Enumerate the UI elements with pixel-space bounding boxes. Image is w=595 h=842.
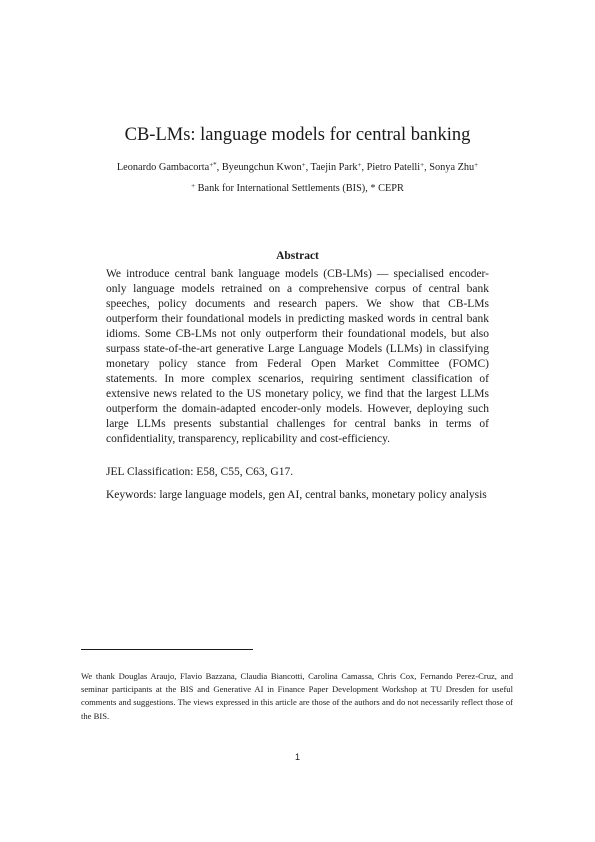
- footnote-rule: [81, 649, 253, 650]
- affiliation-line: [0, 182, 595, 196]
- author-affiliation-mark: +: [420, 161, 425, 169]
- keywords: Keywords: large language models, gen AI, central banks, monetary policy analysis: [106, 489, 487, 501]
- affiliation-bis: Bank for International Settlements (BIS),: [197, 183, 368, 194]
- author-list: [0, 161, 595, 175]
- author-name: Leonardo Gambacorta: [116, 162, 210, 173]
- author-name: Pietro Patelli: [366, 162, 421, 173]
- author-separator: ,: [361, 162, 367, 173]
- page-number: 1: [294, 752, 300, 762]
- author-separator: ,: [305, 162, 311, 173]
- affiliation-cepr: * CEPR: [370, 183, 404, 194]
- jel-classification: JEL Classification: E58, C55, C63, G17.: [106, 466, 294, 478]
- author-affiliation-mark: +: [357, 161, 362, 169]
- abstract-body: We introduce central bank language models (CB-LMs) — specialised encoder-only language models retrained on a comprehensive corpus of central bank speeches, policy documents and research papers. We show that CB-LMs outperform their foundational models in predicting masked words in central bank idioms. Some CB-LMs not only outperform their foundational models, but also surpass state-of-the-art generative Large Language Models (LLMs) in classifying monetary policy stance from Federal Open Market Committee (FOMC) statements. In more complex scenarios, requiring sentiment classification of extensive news related to the US monetary policy, we find that the largest LLMs outperform the domain-adapted encoder-only models. However, deploying such large LLMs presents substantial challenges for central banks in terms of confidentiality, transparency, replicability and cost-efficiency.: [106, 268, 489, 445]
- author-name: Sonya Zhu: [429, 162, 475, 173]
- affiliation-mark: +: [191, 182, 196, 190]
- author-separator: ,: [424, 162, 430, 173]
- abstract-heading: Abstract: [276, 250, 319, 262]
- author-affiliation-mark: +: [301, 161, 306, 169]
- author-affiliation-mark: +*: [209, 161, 217, 169]
- footnote-text: We thank Douglas Araujo, Flavio Bazzana, Claudia Biancotti, Carolina Camassa, Chris Cox, Fernando Perez-Cruz, and seminar participants at the BIS and Generative AI in Finance Paper Development Workshop at TU Dresden for useful comments and suggestions. The views expressed in this article are those of the authors and do not necessarily reflect those of the BIS.: [81, 671, 513, 721]
- paper-title: CB-LMs: language models for central banking: [124, 125, 471, 145]
- author-affiliation-mark: +: [474, 161, 479, 169]
- author-separator: ,: [216, 162, 222, 173]
- author-name: Taejin Park: [310, 162, 358, 173]
- author-name: Byeungchun Kwon: [221, 162, 302, 173]
